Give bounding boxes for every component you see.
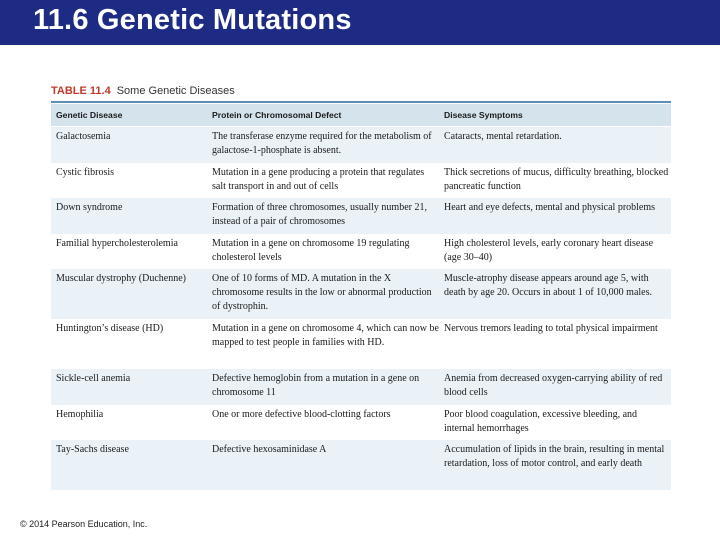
row-defect: Defective hexosaminidase A [212,444,327,455]
row-defect: One or more defective blood-clotting factors [212,409,391,420]
row-defect: Mutation in a gene producing a protein that regulates salt transport in and out of cells [212,167,425,192]
slide-title: 11.6 Genetic Mutations [33,4,352,36]
row-symptoms: High cholesterol levels, early coronary heart disease (age 30–40) [444,238,654,263]
row-disease: Familial hypercholesterolemia [56,238,178,249]
row-disease: Sickle-cell anemia [56,373,131,384]
row-disease: Galactosemia [56,131,111,142]
table-row [51,198,671,234]
row-symptoms: Poor blood coagulation, excessive bleeding, and internal hemorrhages [444,409,638,434]
table-top-rule [51,101,671,103]
row-defect: Defective hemoglobin from a mutation in a gene on chromosome 11 [212,373,420,398]
row-defect: One of 10 forms of MD. A mutation in the X chromosome results in the low or abnormal production of dystrophin. [212,273,432,312]
header-protein-defect: Protein or Chromosomal Defect [212,110,342,120]
row-symptoms: Anemia from decreased oxygen-carrying ability of red blood cells [444,373,663,398]
table-number: TABLE 11.4 [51,85,111,97]
row-defect: Mutation in a gene on chromosome 4, which can now be mapped to test people in families with HD. [212,323,439,348]
row-disease: Tay-Sachs disease [56,444,129,455]
table-row [51,234,671,269]
table-row [51,440,671,490]
row-disease: Huntington’s disease (HD) [56,323,164,334]
table-row [51,163,671,198]
row-symptoms: Thick secretions of mucus, difficulty breathing, blocked pancreatic function [444,167,669,192]
row-symptoms: Muscle-atrophy disease appears around age 5, with death by age 20. Occurs in about 1 of 10,000 males. [444,273,653,298]
row-defect: The transferase enzyme required for the metabolism of galactose-1-phosphate is absent. [212,131,432,156]
row-symptoms: Accumulation of lipids in the brain, resulting in mental retardation, loss of motor control, and early death [444,444,665,469]
header-disease-symptoms: Disease Symptoms [444,110,523,120]
row-symptoms: Nervous tremors leading to total physical impairment [444,323,658,334]
header-genetic-disease: Genetic Disease [56,110,123,120]
table-caption-text: Some Genetic Diseases [116,85,235,97]
row-disease: Down syndrome [56,202,123,213]
row-defect: Formation of three chromosomes, usually number 21, instead of a pair of chromosomes [212,202,427,227]
title-bar [0,0,720,45]
row-defect: Mutation in a gene on chromosome 19 regulating cholesterol levels [212,238,410,263]
row-symptoms: Heart and eye defects, mental and physical problems [444,202,656,213]
row-disease: Cystic fibrosis [56,167,115,178]
table-row [51,405,671,440]
table-row [51,127,671,163]
table-row [51,269,671,319]
row-disease: Muscular dystrophy (Duchenne) [56,273,186,284]
copyright-footer: © 2014 Pearson Education, Inc. [20,519,148,529]
table-row [51,319,671,369]
row-symptoms: Cataracts, mental retardation. [444,131,562,142]
table-caption [51,85,235,97]
row-disease: Hemophilia [56,409,104,420]
table-row [51,369,671,405]
table-header-row [51,104,671,126]
